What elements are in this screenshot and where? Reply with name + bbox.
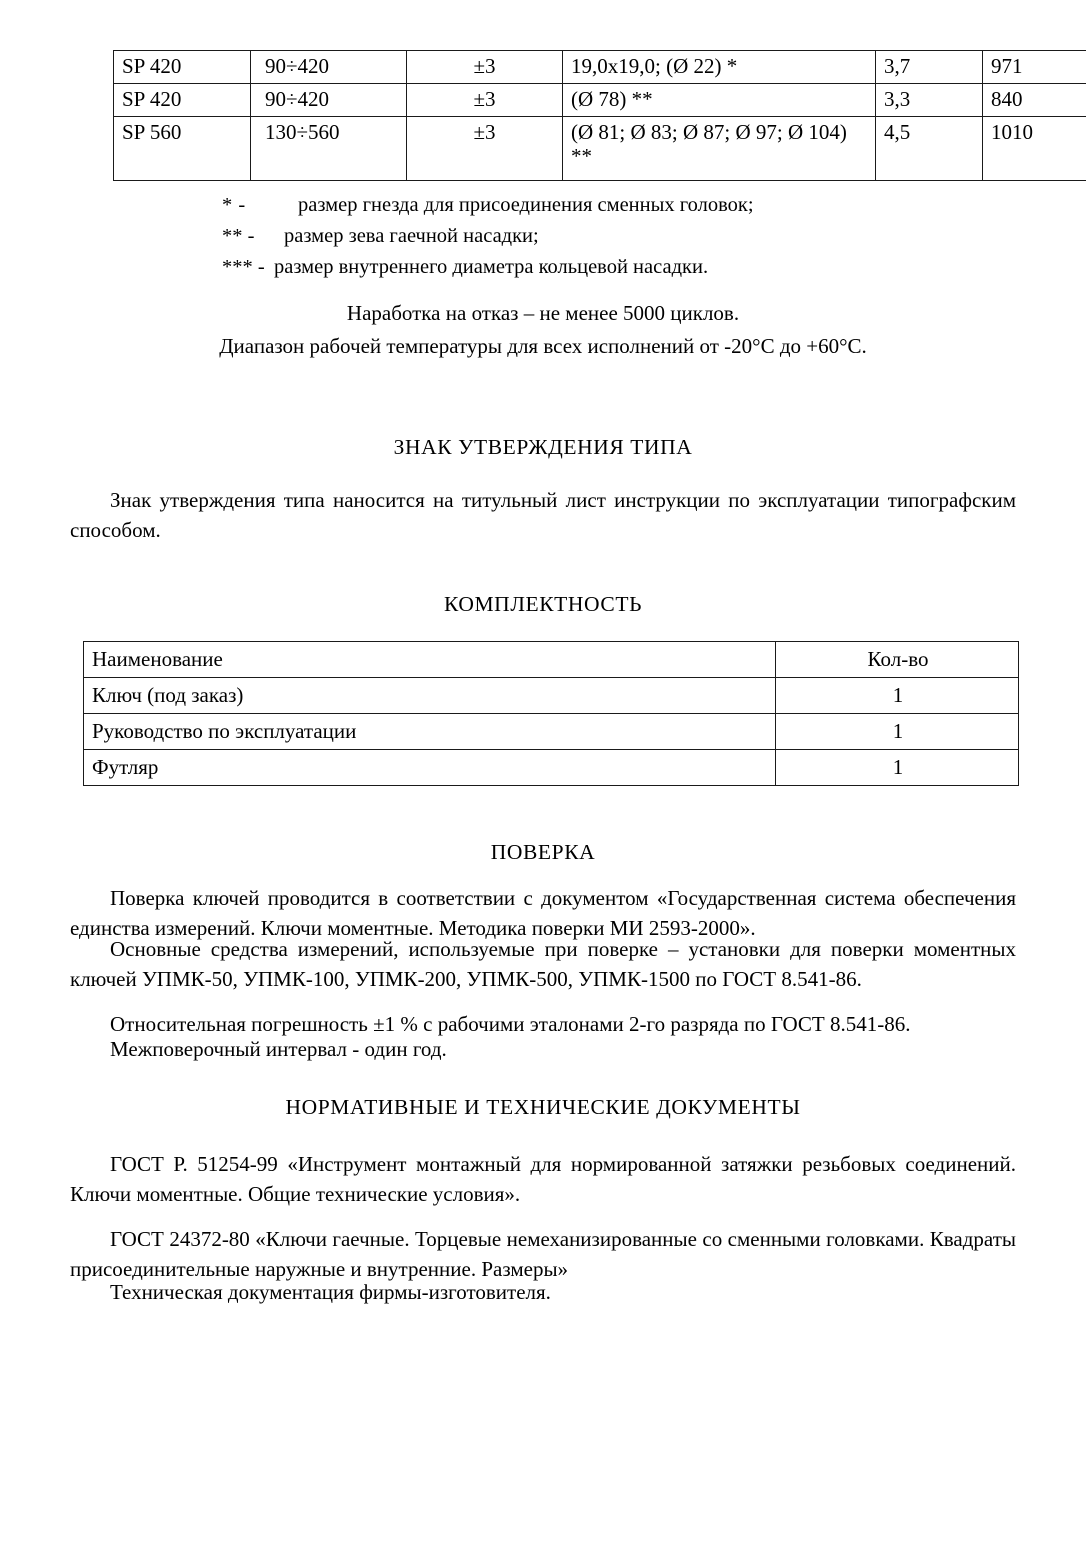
paragraph-verification-2: Основные средства измерений, используемые при поверке – установки для поверки моментных ключей УПМК-50, УПМК-100, УПМК-200, УПМК-500, УПМК-1500 по ГОСТ 8.541-86. (70, 937, 1016, 991)
footnote-marker: *** - (222, 256, 265, 279)
paragraph-verification-4: Межповерочный интервал - один год. (110, 1037, 447, 1061)
cell-mass: 3,7 (876, 51, 983, 84)
paragraph-verification-3: Относительная погрешность ±1 % с рабочими эталонами 2-го разряда по ГОСТ 8.541-86. (110, 1012, 911, 1036)
cell-item-name: Руководство по эксплуатации (84, 714, 776, 750)
cell-item-qty: 1 (776, 714, 1019, 750)
general-notes (0, 297, 1086, 363)
section-heading-completeness: КОМПЛЕКТНОСТЬ (443, 592, 643, 616)
footnote-text: размер гнезда для присоединения сменных головок; (298, 194, 754, 216)
footnote-marker: * - (222, 194, 246, 216)
cell-mass: 3,3 (876, 83, 983, 116)
cell-tolerance: ±3 (407, 83, 563, 116)
cell-size: 19,0x19,0; (Ø 22) * (563, 51, 876, 84)
footnote-item (222, 221, 754, 252)
note-mtbf: Наработка на отказ – не менее 5000 циклов. (346, 301, 740, 325)
section-heading-normative-documents: НОРМАТИВНЫЕ И ТЕХНИЧЕСКИЕ ДОКУМЕНТЫ (285, 1095, 801, 1119)
table-row (114, 51, 1086, 84)
specification-table (113, 50, 1086, 181)
table-row (114, 116, 1086, 180)
completeness-table (83, 641, 1019, 786)
cell-length: 971 (983, 51, 1086, 84)
paragraph-document-manufacturer: Техническая документация фирмы-изготовителя. (110, 1280, 551, 1304)
table-row (84, 714, 1019, 750)
cell-item-name: Ключ (под заказ) (84, 678, 776, 714)
cell-item-qty: 1 (776, 678, 1019, 714)
section-heading-verification: ПОВЕРКА (490, 840, 596, 864)
section-heading-type-approval-mark: ЗНАК УТВЕРЖДЕНИЯ ТИПА (393, 435, 693, 459)
cell-model: SP 420 (114, 83, 251, 116)
cell-range: 90÷420 (251, 83, 407, 116)
paragraph-document-gost-24372: ГОСТ 24372-80 «Ключи гаечные. Торцевые немеханизированные со сменными головками. Квадраты присоединительные наружные и внутренние. Размеры» (70, 1227, 1016, 1281)
cell-model: SP 420 (114, 51, 251, 84)
footnote-list (222, 190, 754, 283)
cell-model: SP 560 (114, 116, 251, 180)
column-header-quantity: Кол-во (776, 642, 1019, 678)
paragraph-verification-1: Поверка ключей проводится в соответствии с документом «Государственная система обеспечения единства измерений. Ключи моментные. Методика поверки МИ 2593-2000». (70, 886, 1016, 940)
table-row (84, 750, 1019, 786)
table-header-row (84, 642, 1019, 678)
footnote-marker: ** - (222, 225, 255, 248)
paragraph-document-gost-r-51254: ГОСТ Р. 51254-99 «Инструмент монтажный для нормированной затяжки резьбовых соединений. Ключи моментные. Общие технические условия». (70, 1152, 1016, 1206)
table-row (114, 83, 1086, 116)
cell-size: (Ø 78) ** (563, 83, 876, 116)
cell-length: 1010 (983, 116, 1086, 180)
cell-item-qty: 1 (776, 750, 1019, 786)
paragraph-type-approval-mark: Знак утверждения типа наносится на титульный лист инструкции по эксплуатации типографским способом. (70, 488, 1016, 542)
cell-tolerance: ±3 (407, 116, 563, 180)
cell-range: 130÷560 (251, 116, 407, 180)
cell-item-name: Футляр (84, 750, 776, 786)
cell-length: 840 (983, 83, 1086, 116)
footnote-text: размер внутреннего диаметра кольцевой насадки. (274, 256, 709, 279)
cell-mass: 4,5 (876, 116, 983, 180)
cell-size: (Ø 81; Ø 83; Ø 87; Ø 97; Ø 104) ** (563, 116, 876, 180)
footnote-item (222, 190, 754, 221)
cell-tolerance: ±3 (407, 51, 563, 84)
footnote-text: размер зева гаечной насадки; (284, 225, 539, 248)
column-header-name: Наименование (84, 642, 776, 678)
cell-range: 90÷420 (251, 51, 407, 84)
footnote-item (222, 252, 754, 283)
note-temperature-range: Диапазон рабочей температуры для всех исполнений от -20°С до +60°С. (219, 334, 867, 359)
table-row (84, 678, 1019, 714)
